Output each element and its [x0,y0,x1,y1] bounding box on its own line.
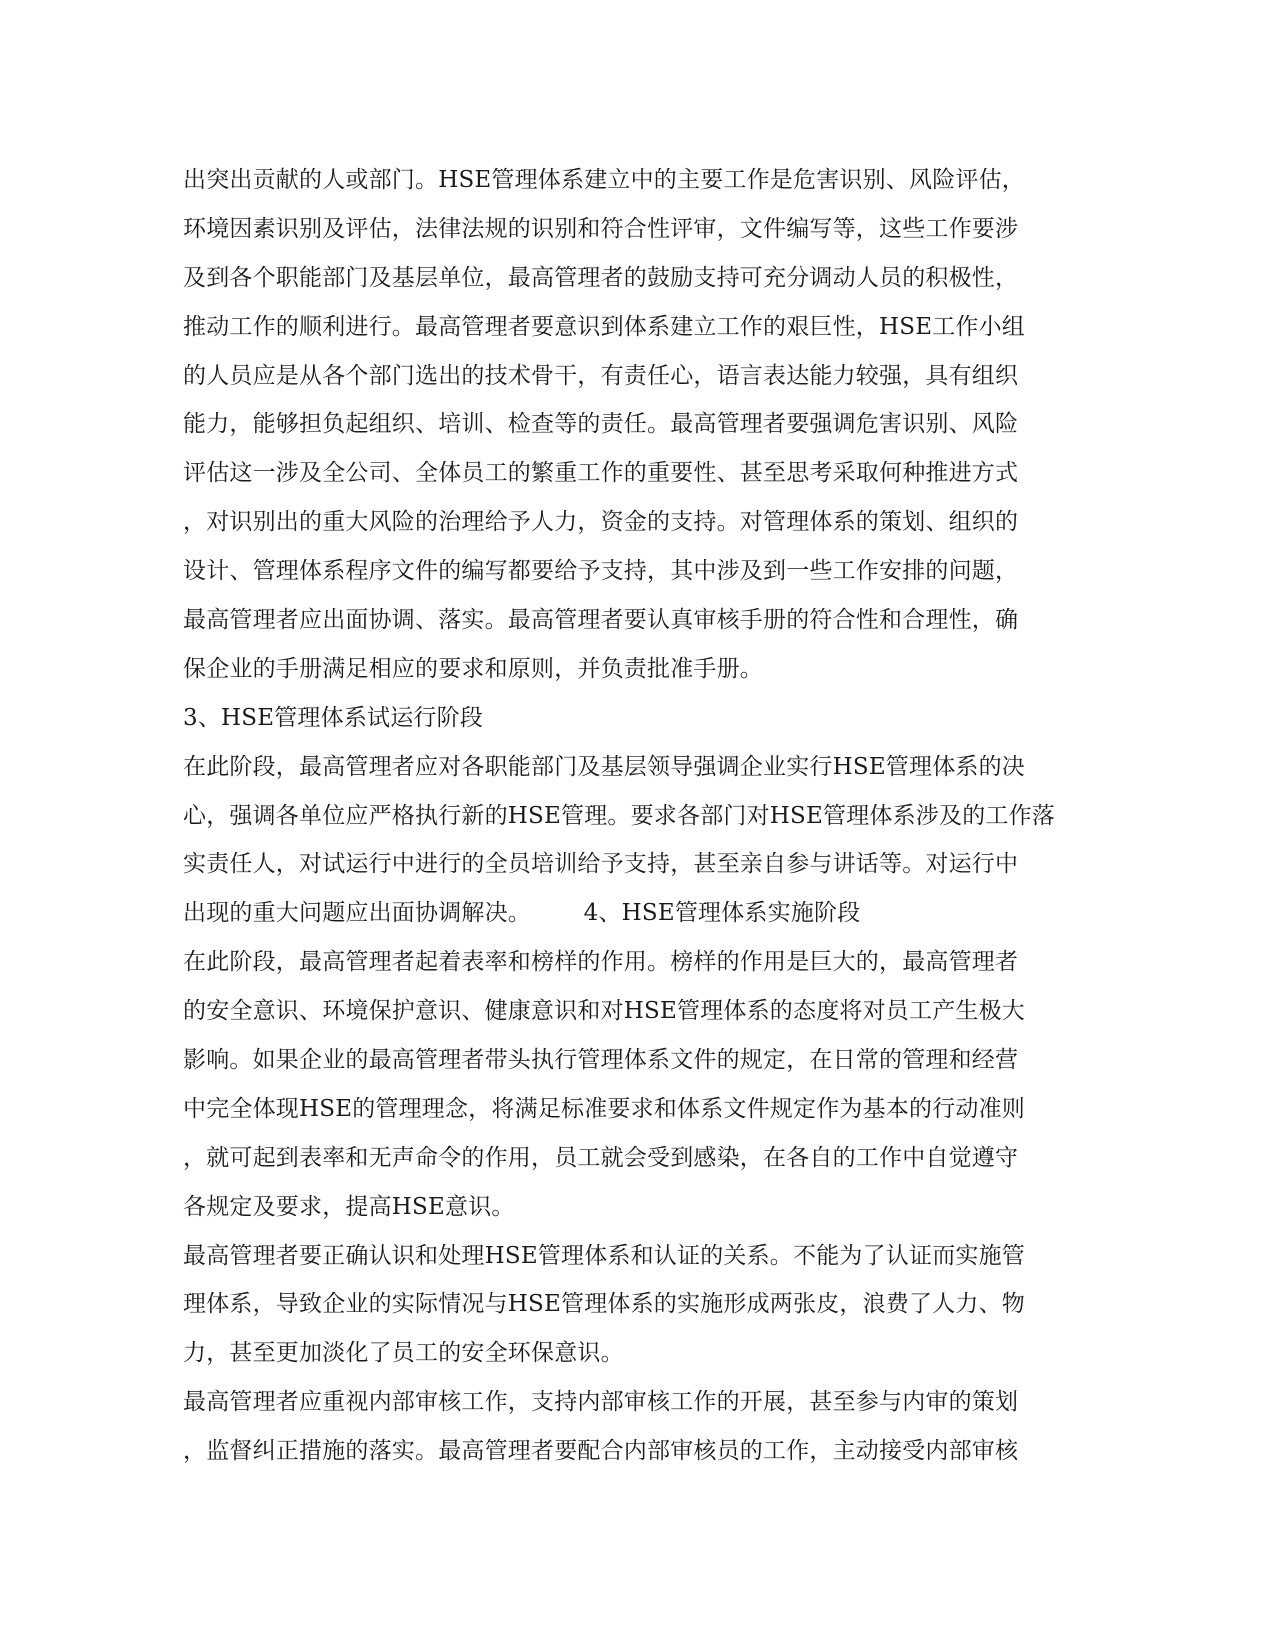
text-line: 实责任人，对试运行中进行的全员培训给予支持，甚至亲自参与讲话等。对运行中 [183,851,1019,878]
text-line: 在此阶段，最高管理者起着表率和榜样的作用。榜样的作用是巨大的，最高管理者 [183,949,1019,976]
text-line: 各规定及要求，提高HSE意识。 [183,1193,515,1220]
text-line: 中完全体现HSE的管理理念，将满足标准要求和体系文件规定作为基本的行动准则 [183,1095,1026,1122]
text-line: 力，甚至更加淡化了员工的安全环保意识。 [183,1340,624,1367]
text-line: ，就可起到表率和无声命令的作用，员工就会受到感染，在各自的工作中自觉遵守 [183,1144,1019,1171]
text-line: 的安全意识、环境保护意识、健康意识和对HSE管理体系的态度将对员工产生极大 [183,998,1026,1025]
text-line: 在此阶段，最高管理者应对各职能部门及基层领导强调企业实行HSE管理体系的决 [183,753,1026,780]
text-line: 最高管理者要正确认识和处理HSE管理体系和认证的关系。不能为了认证而实施管 [183,1242,1026,1269]
text-line: 影响。如果企业的最高管理者带头执行管理体系文件的规定，在日常的管理和经营 [183,1047,1019,1074]
text-line: 出突出贡献的人或部门。HSE管理体系建立中的主要工作是危害识别、风险评估， [183,167,1026,193]
document-body [183,156,1093,1476]
text-line: 最高管理者应重视内部审核工作，支持内部审核工作的开展，甚至参与内审的策划 [183,1389,1019,1416]
text-line: 最高管理者应出面协调、落实。最高管理者要认真审核手册的符合性和合理性，确 [183,607,1019,634]
text-line: 设计、管理体系程序文件的编写都要给予支持，其中涉及到一些工作安排的问题， [183,558,1019,585]
text-line: 环境因素识别及评估，法律法规的识别和符合性评审，文件编写等，这些工作要涉 [183,215,1019,242]
text-line: 心，强调各单位应严格执行新的HSE管理。要求各部门对HSE管理体系涉及的工作落 [183,802,1056,829]
text-line: 能力，能够担负起组织、培训、检查等的责任。最高管理者要强调危害识别、风险 [183,411,1019,438]
text-line: 保企业的手册满足相应的要求和原则，并负责批准手册。 [183,655,763,682]
text-line: 的人员应是从各个部门选出的技术骨干，有责任心，语言表达能力较强，具有组织 [183,362,1019,389]
section-heading: 3、HSE管理体系试运行阶段 [183,704,484,731]
text-line: 及到各个职能部门及基层单位，最高管理者的鼓励支持可充分调动人员的积极性， [183,264,1019,291]
text-line: ，对识别出的重大风险的治理给予人力，资金的支持。对管理体系的策划、组织的 [183,509,1019,536]
text-line: 评估这一涉及全公司、全体员工的繁重工作的重要性、甚至思考采取何种推进方式 [183,460,1019,487]
text-line: 推动工作的顺利进行。最高管理者要意识到体系建立工作的艰巨性，HSE工作小组 [183,313,1026,340]
text-line: ，监督纠正措施的落实。最高管理者要配合内部审核员的工作，主动接受内部审核 [183,1438,1019,1465]
text-line: 理体系，导致企业的实际情况与HSE管理体系的实施形成两张皮，浪费了人力、物 [183,1291,1026,1318]
text-line: 出现的重大问题应出面协调解决。 4、HSE管理体系实施阶段 [183,900,861,927]
